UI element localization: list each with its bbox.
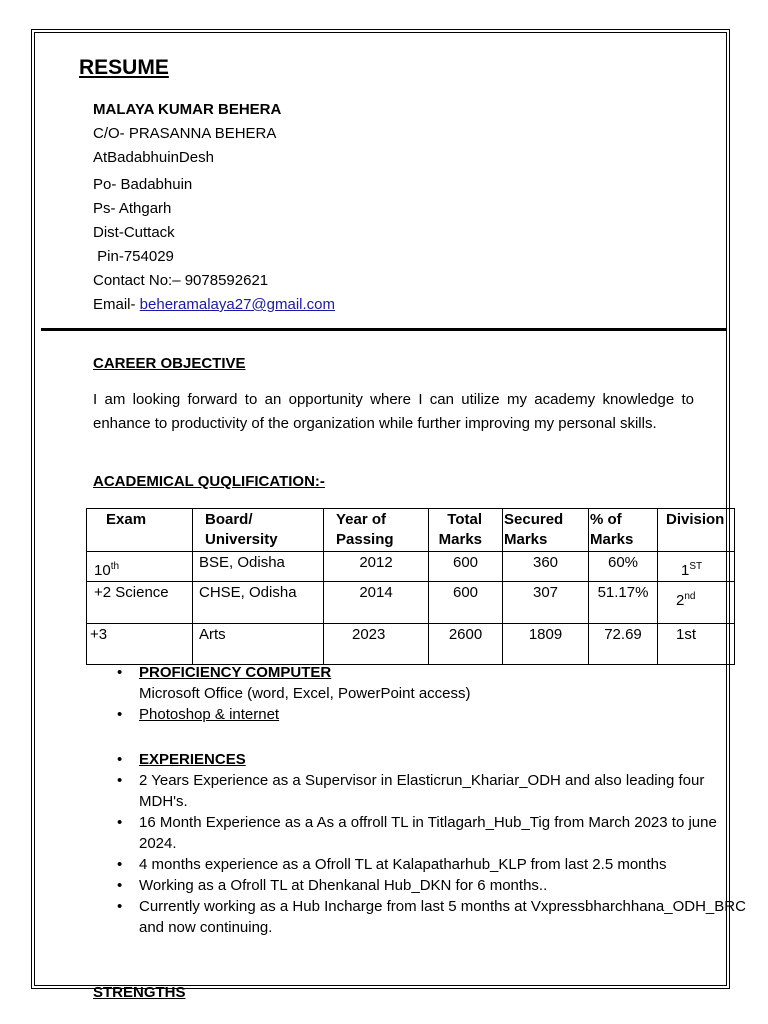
division-value: 1 — [681, 562, 690, 579]
pin-line: Pin-754029 — [93, 248, 174, 265]
table-row — [87, 582, 735, 624]
table-row — [87, 552, 735, 582]
contact-number-line: Contact No:– 9078592621 — [93, 272, 269, 289]
candidate-name: MALAYA KUMAR BEHERA — [93, 101, 282, 118]
experience-item: 2 Years Experience as a Supervisor in Elasticrun_Khariar_ODH and also leading four MDH's. — [139, 772, 705, 810]
experience-item: Working as a Ofroll TL at Dhenkanal Hub_DKN for 6 months.. — [139, 877, 548, 894]
cell-total: 600 — [429, 552, 503, 582]
village-line: AtBadabhuinDesh — [93, 149, 214, 166]
cell-division: 1st — [658, 624, 735, 665]
cell-total: 2600 — [429, 624, 503, 665]
proficiency-detail: Microsoft Office (word, Excel, PowerPoint access) — [139, 685, 471, 702]
cell-board: BSE, Odisha — [193, 552, 324, 582]
cell-percent: 51.17% — [589, 582, 658, 624]
post-office-line: Po- Badabhuin — [93, 176, 193, 193]
police-station-line: Ps- Athgarh — [93, 200, 172, 217]
experience-item: 16 Month Experience as a As a offroll TL in Titlagarh_Hub_Tig from March 2023 to june 2024. — [139, 814, 717, 852]
list-item — [117, 749, 757, 770]
exam-superscript: th — [110, 561, 120, 572]
cell-exam — [87, 582, 193, 624]
experience-item: Currently working as a Hub Incharge from last 5 months at Vxpressbharchhana_ODH_BRC and now continuing. — [139, 898, 746, 936]
cell-exam: +3 — [87, 624, 193, 665]
experience-item: 4 months experience as a Ofroll TL at Kalapatharhub_KLP from last 2.5 months — [139, 856, 667, 873]
cell-year: 2014 — [324, 582, 429, 624]
qualification-table — [86, 508, 735, 665]
academic-qualification-heading: ACADEMICAL QUQLIFICATION:- — [93, 473, 325, 490]
experiences-heading: EXPERIENCES — [139, 751, 246, 768]
district-line: Dist-Cuttack — [93, 224, 175, 241]
cell-division — [658, 582, 735, 624]
header-division: Division — [658, 509, 735, 552]
strengths-heading: STRENGTHS — [93, 984, 186, 1001]
cell-percent: 72.69 — [589, 624, 658, 665]
cell-percent: 60% — [589, 552, 658, 582]
proficiency-heading: PROFICIENCY COMPUTER — [139, 664, 332, 681]
list-item — [117, 704, 757, 725]
cell-board: Arts — [193, 624, 324, 665]
header-exam: Exam — [87, 509, 193, 552]
contact-block — [93, 98, 335, 317]
list-item — [117, 770, 757, 812]
table-row — [87, 624, 735, 665]
cell-secured: 307 — [503, 582, 589, 624]
header-year: Year of Passing — [324, 509, 429, 552]
care-of-line: C/O- PRASANNA BEHERA — [93, 125, 277, 142]
header-secured: Secured Marks — [503, 509, 589, 552]
exam-value: +2 Science — [94, 584, 169, 601]
cell-secured: 360 — [503, 552, 589, 582]
email-line — [93, 293, 335, 317]
division-superscript: ST — [689, 561, 703, 572]
list-item — [117, 875, 757, 896]
career-objective-text: I am looking forward to an opportunity where I can utilize my academy knowledge to enhance to productivity of the organization while further improving my personal skills. — [93, 391, 694, 432]
cell-board: CHSE, Odisha — [193, 582, 324, 624]
list-item — [117, 854, 757, 875]
cell-exam — [87, 552, 193, 582]
email-label: Email- — [93, 296, 140, 313]
email-link[interactable]: beheramalaya27@gmail.com — [139, 296, 335, 313]
cell-year: 2023 — [324, 624, 429, 665]
cell-division — [658, 552, 735, 582]
list-item — [117, 683, 757, 704]
photoshop-internet-item: Photoshop & internet — [139, 706, 280, 723]
list-spacer — [117, 725, 757, 749]
cell-secured: 1809 — [503, 624, 589, 665]
exam-value: 10 — [94, 562, 111, 579]
header-board: Board/ University — [193, 509, 324, 552]
cell-year: 2012 — [324, 552, 429, 582]
list-item — [117, 896, 757, 938]
horizontal-divider — [41, 328, 727, 331]
resume-title: RESUME — [79, 56, 169, 79]
table-header-row — [87, 509, 735, 552]
list-item — [117, 662, 757, 683]
list-item — [117, 812, 757, 854]
header-percent: % of Marks — [589, 509, 658, 552]
division-superscript: nd — [684, 591, 696, 602]
header-total: Total Marks — [429, 509, 503, 552]
division-value: 2 — [676, 592, 685, 609]
cell-total: 600 — [429, 582, 503, 624]
career-objective-heading: CAREER OBJECTIVE — [93, 355, 246, 372]
skills-experience-list — [117, 662, 757, 938]
